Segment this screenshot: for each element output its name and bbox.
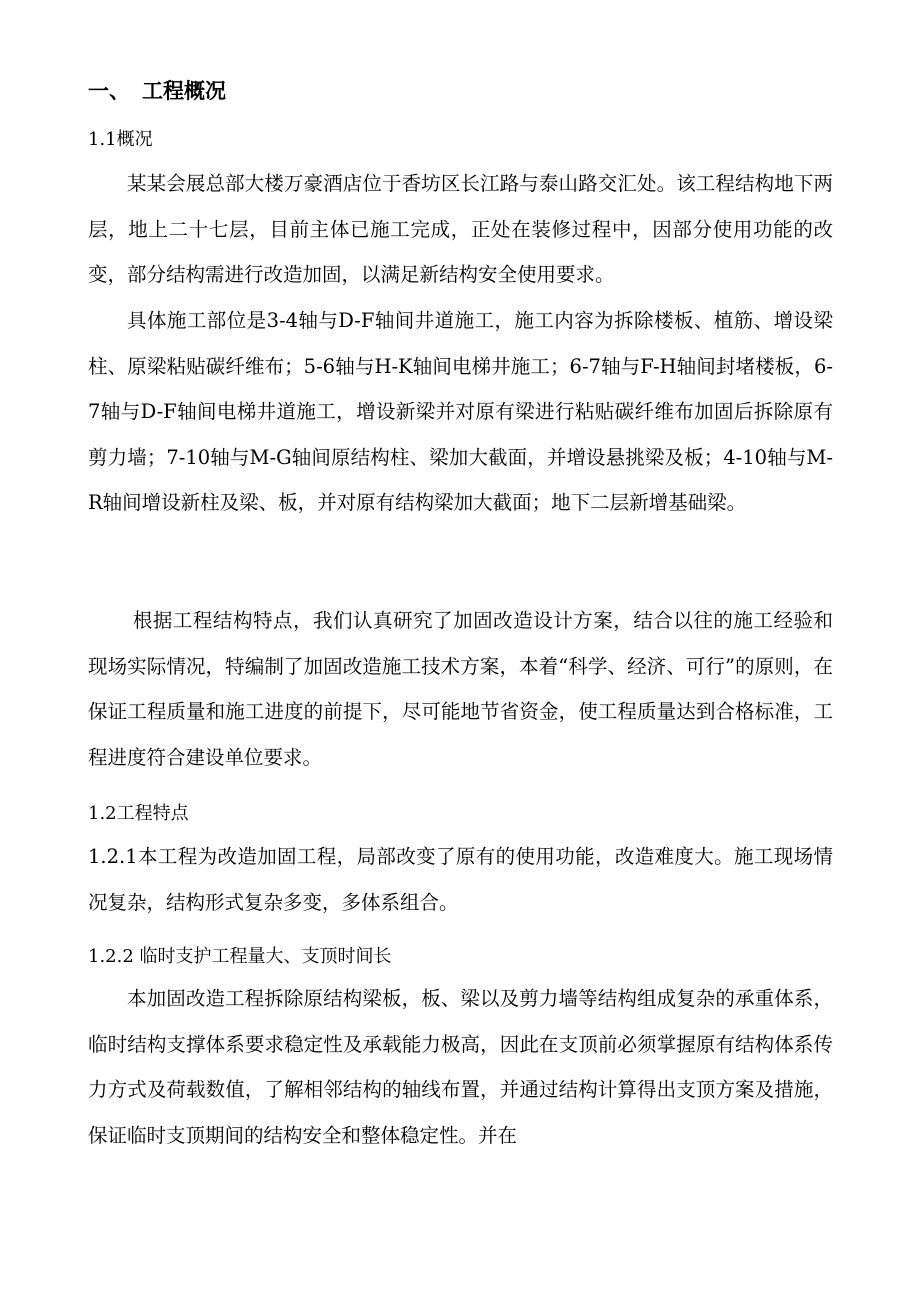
- section-number: 一、: [88, 79, 130, 103]
- subsection-1-2-2-heading: 1.2.2 临时支护工程量大、支顶时间长: [88, 946, 392, 967]
- paragraph-temporary-support: 本加固改造工程拆除原结构梁板，板、梁以及剪力墙等结构组成复杂的承重体系，临时结构支撑体系要求稳定性及承载能力极高，因此在支顶前必须掌握原有结构体系传力方式及荷载数值，了解相邻结构的轴线布置，并通过结构计算得出支顶方案及措施，保证临时支顶期间的结构安全和整体稳定性。并在: [88, 987, 833, 1147]
- subsection-1-1-heading: 1.1概况: [88, 129, 153, 150]
- paragraph-1-2-1: 1.2.1本工程为改造加固工程，局部改变了原有的使用功能，改造难度大。施工现场情况复杂，结构形式复杂多变，多体系组合。: [88, 845, 833, 914]
- paragraph-overview: 某某会展总部大楼万豪酒店位于香坊区长江路与泰山路交汇处。该工程结构地下两层，地上二十七层，目前主体已施工完成，正处在装修过程中，因部分使用功能的改变，部分结构需进行改造加固，以满足新结构安全使用要求。: [88, 172, 833, 287]
- paragraph-construction-scope: 具体施工部位是3-4轴与D-F轴间井道施工，施工内容为拆除楼板、植筋、增设梁柱、原梁粘贴碳纤维布；5-6轴与H-K轴间电梯井施工；6-7轴与F-H轴间封堵楼板，6-7轴与D-F轴间电梯井道施工，增设新梁并对原有梁进行粘贴碳纤维布加固后拆除原有剪力墙；7-10轴与M-G轴间原结构柱、梁加大截面，并增设悬挑梁及板；4-10轴与M-R轴间增设新柱及梁、板，并对原有结构梁加大截面；地下二层新增基础梁。: [88, 309, 833, 515]
- section-heading: [88, 76, 226, 106]
- paragraph-methodology: 根据工程结构特点，我们认真研究了加固改造设计方案，结合以往的施工经验和现场实际情况，特编制了加固改造施工技术方案，本着“科学、经济、可行”的原则，在保证工程质量和施工进度的前提下，尽可能地节省资金，使工程质量达到合格标准，工程进度符合建设单位要求。: [88, 609, 833, 769]
- section-title: 工程概况: [142, 79, 226, 103]
- subsection-1-2-heading: 1.2工程特点: [88, 803, 189, 824]
